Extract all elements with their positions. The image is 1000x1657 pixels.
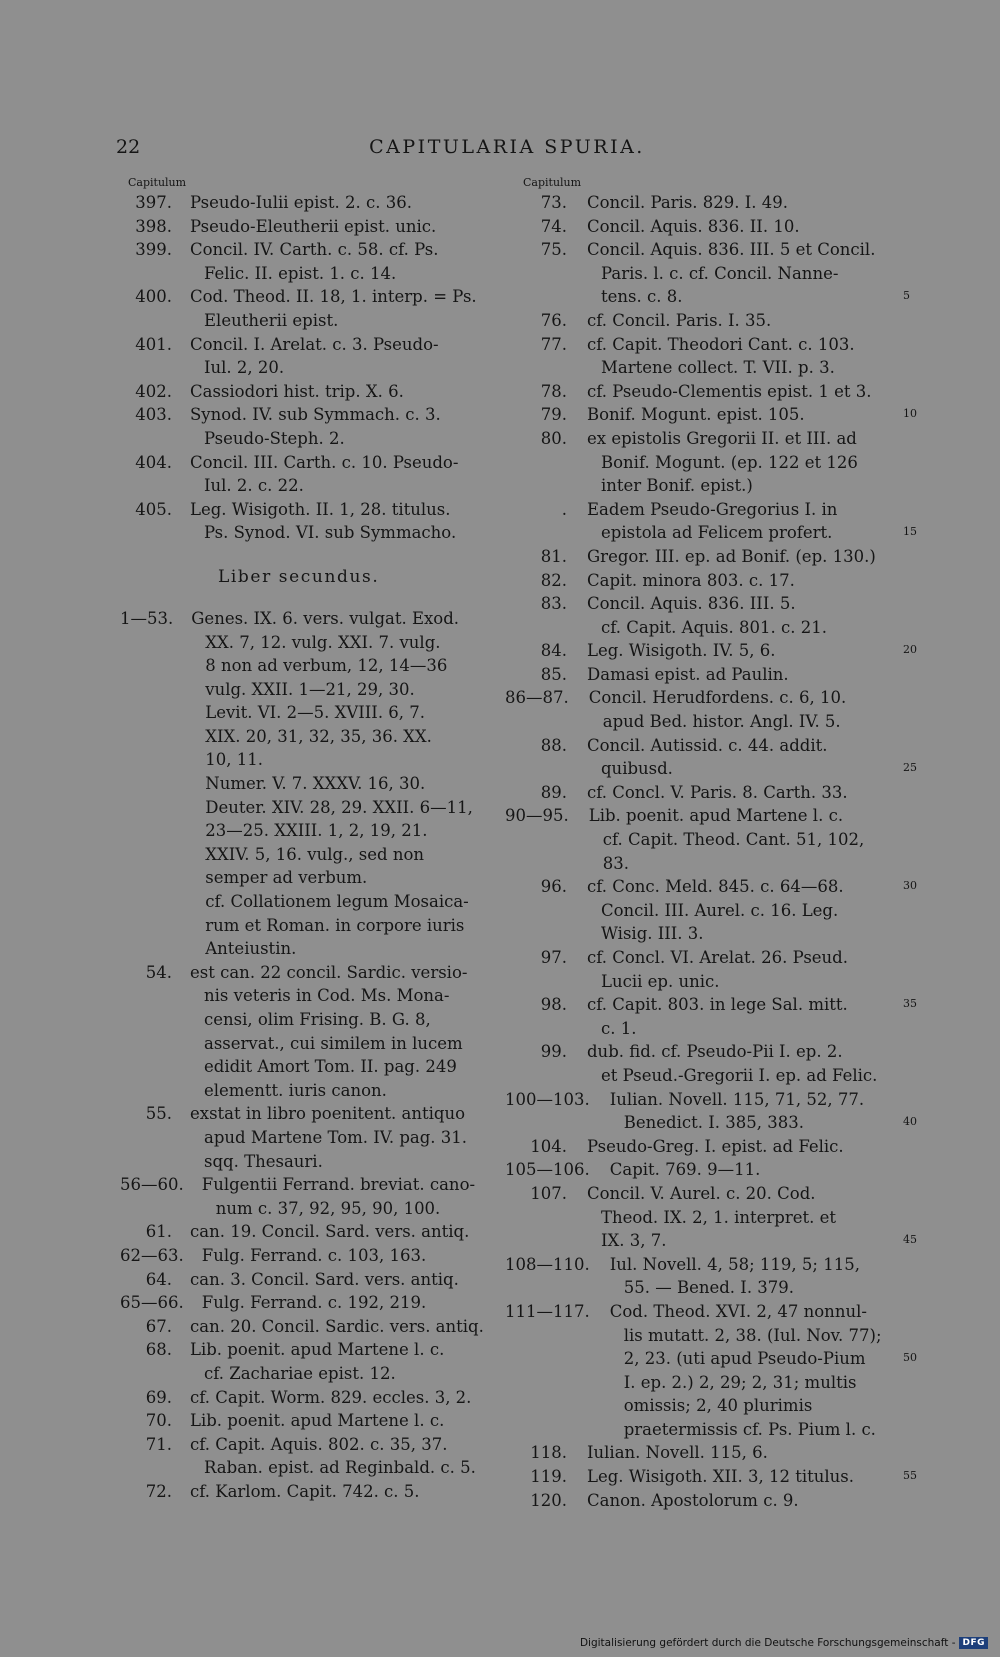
entry-text — [587, 569, 895, 593]
entry — [505, 639, 895, 663]
entry-text — [190, 498, 500, 545]
entry-line: Pseudo-Steph. 2. — [204, 428, 345, 448]
entry-number: 97. — [540, 948, 567, 967]
entry-text — [190, 403, 500, 450]
entry-line: Concil. Paris. 829. I. 49. — [587, 193, 789, 212]
entry-line: exstat in libro poenitent. antiquo — [190, 1104, 466, 1124]
entry — [505, 1088, 895, 1135]
entry-text — [589, 804, 895, 875]
entry-line: nis veteris in Cod. Ms. Mona- — [204, 986, 450, 1006]
entry-line: can. 3. Concil. Sard. vers. antiq. — [190, 1269, 459, 1289]
entry-line: cf. Zachariae epist. 12. — [204, 1363, 396, 1383]
entry-number: 111—117. — [505, 1301, 590, 1321]
entry-text — [190, 285, 500, 332]
entry-line: can. 19. Concil. Sard. vers. antiq. — [190, 1222, 470, 1242]
entry — [505, 1300, 895, 1442]
entry — [120, 1433, 500, 1480]
entry-number: 61. — [145, 1222, 172, 1242]
entry-line: cf. Capit. Aquis. 801. c. 21. — [601, 617, 827, 637]
footer-text: Digitalisierung gefördert durch die Deutsche Forschungsgemeinschaft - — [579, 1637, 956, 1649]
entry-line: cf. Collationem legum Mosaica- — [205, 892, 469, 912]
entry — [505, 592, 895, 639]
entry — [120, 1268, 500, 1292]
entry-text — [191, 607, 500, 961]
entry-line: apud Martene Tom. IV. pag. 31. — [204, 1127, 468, 1147]
line-number: 5 — [903, 289, 910, 303]
entry-line: Fulg. Ferrand. c. 192, 219. — [201, 1293, 427, 1313]
entry — [120, 451, 500, 498]
entry-line: cf. Capit. 803. in lege Sal. mitt. — [587, 995, 848, 1015]
entry-text — [610, 1253, 895, 1300]
entry-line: Concil. III. Carth. c. 10. Pseudo- — [190, 452, 459, 472]
entry-line: Concil. Aquis. 836. III. 5. — [587, 594, 796, 614]
line-number: 45 — [903, 1233, 917, 1247]
entry-line: 83. — [602, 853, 629, 873]
entry — [505, 380, 895, 404]
entry-text — [190, 1409, 500, 1433]
entry-line: Concil. III. Aurel. c. 16. Leg. — [601, 900, 839, 920]
entry-text — [190, 191, 500, 215]
entry — [120, 1291, 500, 1315]
entry-number: 62—63. — [120, 1245, 184, 1265]
entry-number: 85. — [540, 664, 567, 684]
entry — [505, 1135, 895, 1159]
entry-number: 73. — [540, 193, 567, 212]
entry — [120, 1220, 500, 1244]
entry — [505, 946, 895, 993]
entry-number: 74. — [540, 216, 567, 236]
entry-line: Concil. Autissid. c. 44. addit. — [587, 735, 828, 755]
entry — [505, 545, 895, 569]
entry-text — [587, 498, 895, 545]
entry-text — [190, 1480, 500, 1504]
column-heading: Capitulum — [523, 176, 582, 189]
entry-number: 120. — [530, 1490, 567, 1510]
entry-line: Pseudo-Eleutherii epist. unic. — [190, 216, 437, 236]
entry-line: cf. Capit. Theodori Cant. c. 103. — [587, 334, 855, 354]
line-number: 40 — [903, 1115, 917, 1129]
page-number: 22 — [116, 136, 141, 158]
entry — [120, 607, 500, 961]
entry-line: Cassiodori hist. trip. X. 6. — [190, 381, 404, 401]
entry-line: Martene collect. T. VII. p. 3. — [601, 358, 835, 378]
entry-line: apud Bed. histor. Angl. IV. 5. — [602, 712, 841, 732]
entry-text — [587, 1135, 895, 1159]
entry-line: 8 non ad verbum, 12, 14—36 — [205, 656, 448, 676]
entry-line: Raban. epist. ad Reginbald. c. 5. — [204, 1458, 476, 1478]
entry — [120, 403, 500, 450]
entry-text — [587, 215, 895, 239]
entry-line: Theod. IX. 2, 1. interpret. et — [601, 1207, 837, 1227]
entry-line: cf. Karlom. Capit. 742. c. 5. — [190, 1481, 420, 1501]
entry-text — [190, 215, 500, 239]
entry — [120, 333, 500, 380]
entry — [505, 875, 895, 946]
entry-line: Cod. Theod. II. 18, 1. interp. = Ps. — [190, 287, 477, 307]
entry-line: Fulg. Ferrand. c. 103, 163. — [201, 1245, 427, 1265]
entry-line: cf. Capit. Worm. 829. eccles. 3, 2. — [190, 1387, 472, 1407]
entry-line: Fulgentii Ferrand. breviat. cano- — [201, 1175, 476, 1195]
entry-number: 77. — [540, 334, 567, 354]
entry — [120, 1338, 500, 1385]
entry — [505, 1182, 895, 1253]
entry — [120, 380, 500, 404]
entry-number: 98. — [540, 995, 567, 1015]
entry-line: Damasi epist. ad Paulin. — [587, 664, 789, 684]
entry-line: epistola ad Felicem profert. — [601, 523, 833, 543]
entry-number: 54. — [145, 962, 172, 982]
entry-line: Concil. Herudfordens. c. 6, 10. — [588, 688, 847, 708]
entry-line: cf. Conc. Meld. 845. c. 64—68. — [587, 877, 844, 897]
entry-line: XIX. 20, 31, 32, 35, 36. XX. — [205, 726, 432, 746]
line-number: 15 — [903, 525, 917, 539]
entry-line: Eleutherii epist. — [204, 310, 339, 330]
entry-line: Cod. Theod. XVI. 2, 47 nonnul- — [609, 1301, 867, 1321]
entry-line: vulg. XXII. 1—21, 29, 30. — [205, 679, 415, 699]
entry — [505, 215, 895, 239]
entry — [120, 1244, 500, 1268]
entry-line: 55. — Bened. I. 379. — [623, 1278, 795, 1298]
entry-text — [589, 686, 895, 733]
entry-line: 10, 11. — [205, 750, 263, 770]
entry-text — [587, 993, 895, 1040]
entry-line: lis mutatt. 2, 38. (Iul. Nov. 77); — [623, 1325, 882, 1345]
line-number: 25 — [903, 761, 917, 775]
entry-line: cf. Capit. Aquis. 802. c. 35, 37. — [190, 1434, 448, 1454]
entry — [505, 781, 895, 805]
entry — [505, 333, 895, 380]
entry-number: 81. — [540, 546, 567, 566]
line-number: 50 — [903, 1351, 917, 1365]
entry-line: Concil. Aquis. 836. II. 10. — [587, 216, 800, 236]
entry — [505, 569, 895, 593]
entry-number: 99. — [540, 1042, 567, 1062]
entry-line: Iulian. Novell. 115, 71, 52, 77. — [609, 1089, 865, 1109]
entry — [120, 285, 500, 332]
entry-line: quibusd. — [601, 759, 673, 779]
entry-line: omissis; 2, 40 plurimis — [623, 1396, 813, 1416]
entry-line: Bonif. Mogunt. epist. 105. — [587, 405, 805, 425]
entry-line: Iul. 2, 20. — [204, 358, 285, 378]
entry-line: Deuter. XIV. 28, 29. XXII. 6—11, — [205, 797, 473, 817]
entry — [505, 1441, 895, 1465]
entry-text — [587, 191, 895, 215]
entry-number: 105—106. — [505, 1160, 590, 1180]
entry — [505, 663, 895, 687]
entry-number: 119. — [530, 1467, 567, 1487]
entry-text — [587, 1040, 895, 1087]
left-column — [120, 176, 500, 1503]
entry-number: 96. — [540, 877, 567, 897]
entry — [505, 734, 895, 781]
entry — [120, 1315, 500, 1339]
entry-line: I. ep. 2.) 2, 29; 2, 31; multis — [623, 1372, 857, 1392]
entry-line: dub. fid. cf. Pseudo-Pii I. ep. 2. — [587, 1042, 843, 1062]
entry-number: 71. — [145, 1434, 172, 1454]
entry-text — [587, 639, 895, 663]
entry-line: Concil. I. Arelat. c. 3. Pseudo- — [190, 334, 439, 354]
entry-text — [587, 238, 895, 309]
entry-line: Leg. Wisigoth. II. 1, 28. titulus. — [190, 499, 451, 519]
entry-line: Leg. Wisigoth. IV. 5, 6. — [587, 641, 776, 661]
entry-number: 402. — [135, 381, 172, 401]
entry — [120, 191, 500, 215]
entry-line: rum et Roman. in corpore iuris — [205, 915, 465, 935]
entry-number: 67. — [145, 1316, 172, 1336]
entry — [120, 238, 500, 285]
entry-line: Felic. II. epist. 1. c. 14. — [204, 263, 397, 283]
entry-text — [587, 734, 895, 781]
entry-line: Lib. poenit. apud Martene l. c. — [190, 1340, 445, 1360]
entry-line: Lib. poenit. apud Martene l. c. — [588, 806, 844, 826]
entry-line: XX. 7, 12. vulg. XXI. 7. vulg. — [205, 632, 441, 652]
entry-line: 23—25. XXIII. 1, 2, 19, 21. — [205, 821, 428, 841]
entry-number: 55. — [145, 1104, 172, 1124]
entry-text — [587, 427, 895, 498]
entry-number: 86—87. — [505, 688, 569, 708]
entry-number: 68. — [145, 1340, 172, 1360]
entry-text — [190, 451, 500, 498]
entry-text — [587, 592, 895, 639]
entry-number: 72. — [145, 1481, 172, 1501]
line-number: 10 — [903, 407, 917, 421]
entry-line: praetermissis cf. Ps. Pium l. c. — [623, 1419, 876, 1439]
entry-number: 100—103. — [505, 1089, 590, 1109]
entry-line: XXIV. 5, 16. vulg., sed non — [205, 844, 425, 864]
entry-line: Pseudo-Iulii epist. 2. c. 36. — [190, 193, 412, 212]
entry-text — [587, 403, 895, 427]
entry — [120, 1102, 500, 1173]
entry-text — [610, 1088, 895, 1135]
entry-number: 69. — [145, 1387, 172, 1407]
entry-number: 107. — [530, 1183, 567, 1203]
entry-text — [587, 663, 895, 687]
footer — [580, 1637, 988, 1649]
entry — [505, 427, 895, 498]
entry-number: 397. — [135, 193, 172, 212]
entry-number: 104. — [530, 1136, 567, 1156]
entry-number: 399. — [135, 240, 172, 260]
entry-text — [587, 1489, 895, 1513]
entry-line: cf. Concil. Paris. I. 35. — [587, 310, 772, 330]
entry-number: 401. — [135, 334, 172, 354]
entry-text — [202, 1173, 500, 1220]
entry-number: 70. — [145, 1411, 172, 1431]
entry-text — [190, 961, 500, 1103]
running-title: CAPITULARIA SPURIA. — [369, 136, 645, 158]
entry-text — [202, 1291, 500, 1315]
entry-line: IX. 3, 7. — [601, 1231, 667, 1251]
entry-line: inter Bonif. epist.) — [601, 476, 753, 496]
entry-number: 404. — [135, 452, 172, 472]
entry-number: . — [561, 499, 567, 519]
entry-number: 80. — [540, 428, 567, 448]
entry-number: 76. — [540, 310, 567, 330]
entry — [505, 1040, 895, 1087]
line-number: 35 — [903, 997, 917, 1011]
entry-line: Capit. minora 803. c. 17. — [587, 570, 795, 590]
entry-number: 64. — [145, 1269, 172, 1289]
entry-number: 403. — [135, 405, 172, 425]
entry-text — [587, 1465, 895, 1489]
entry-line: cf. Capit. Theod. Cant. 51, 102, — [602, 830, 865, 850]
entry-number: 84. — [540, 641, 567, 661]
line-number: 30 — [903, 879, 917, 893]
entry-line: cf. Pseudo-Clementis epist. 1 et 3. — [587, 381, 872, 401]
entry-number: 75. — [540, 240, 567, 260]
entry-line: c. 1. — [601, 1018, 637, 1038]
entry-line: est can. 22 concil. Sardic. versio- — [190, 962, 468, 982]
entry — [505, 238, 895, 309]
entry-line: Paris. l. c. cf. Concil. Nanne- — [601, 263, 839, 283]
entry — [505, 309, 895, 333]
entry-number: 398. — [135, 216, 172, 236]
entry-number: 78. — [540, 381, 567, 401]
entry-text — [202, 1244, 500, 1268]
entry-line: asservat., cui similem in lucem — [204, 1033, 463, 1053]
entry-text — [610, 1158, 895, 1182]
entry — [505, 191, 895, 215]
entry-line: Leg. Wisigoth. XII. 3, 12 titulus. — [587, 1467, 854, 1487]
entry — [505, 1158, 895, 1182]
entry-line: Pseudo-Greg. I. epist. ad Felic. — [587, 1136, 844, 1156]
entry-line: Gregor. III. ep. ad Bonif. (ep. 130.) — [587, 546, 876, 566]
entry-number: 83. — [540, 594, 567, 614]
entry-line: sqq. Thesauri. — [204, 1151, 323, 1171]
entry-text — [587, 875, 895, 946]
entry-line: Ps. Synod. VI. sub Symmacho. — [204, 523, 457, 543]
entry — [120, 1480, 500, 1504]
entry-line: cf. Concl. V. Paris. 8. Carth. 33. — [587, 782, 848, 802]
entry-text — [190, 1386, 500, 1410]
entry-line: semper ad verbum. — [205, 868, 368, 888]
entry-line: tens. c. 8. — [601, 287, 683, 307]
entry — [505, 403, 895, 427]
left-entries — [120, 191, 500, 545]
entry — [120, 215, 500, 239]
entry-text — [190, 1268, 500, 1292]
entry-number: 118. — [530, 1443, 567, 1463]
entry — [120, 961, 500, 1103]
entry-number: 82. — [540, 570, 567, 590]
entry-text — [190, 380, 500, 404]
entry — [505, 498, 895, 545]
entry-line: Concil. IV. Carth. c. 58. cf. Ps. — [190, 240, 439, 260]
entry-line: Genes. IX. 6. vers. vulgat. Exod. — [191, 608, 460, 628]
entry-line: Wisig. III. 3. — [601, 924, 704, 944]
entry-text — [587, 781, 895, 805]
entry-number: 405. — [135, 499, 172, 519]
entry-number: 89. — [540, 782, 567, 802]
entry-number: 400. — [135, 287, 172, 307]
entry-line: et Pseud.-Gregorii I. ep. ad Felic. — [601, 1065, 878, 1085]
entry-line: Benedict. I. 385, 383. — [623, 1113, 804, 1133]
entry — [120, 1409, 500, 1433]
entry-text — [190, 1102, 500, 1173]
entry — [505, 993, 895, 1040]
entry — [505, 1465, 895, 1489]
entry-line: cf. Concl. VI. Arelat. 26. Pseud. — [587, 948, 848, 967]
entry-line: num c. 37, 92, 95, 90, 100. — [215, 1198, 441, 1218]
entry-line: can. 20. Concil. Sardic. vers. antiq. — [190, 1316, 484, 1336]
entry-text — [587, 545, 895, 569]
entry-line: Capit. 769. 9—11. — [609, 1160, 761, 1180]
line-number: 20 — [903, 643, 917, 657]
entry-line: Numer. V. 7. XXXV. 16, 30. — [205, 774, 426, 794]
entry-line: Eadem Pseudo-Gregorius I. in — [587, 499, 838, 519]
entry-number: 56—60. — [120, 1175, 184, 1195]
right-entries — [505, 191, 895, 1512]
entry-text — [190, 1220, 500, 1244]
entry — [120, 1386, 500, 1410]
entry-text — [190, 1338, 500, 1385]
entry-text — [587, 309, 895, 333]
entry-line: Iulian. Novell. 115, 6. — [587, 1443, 768, 1463]
column-heading: Capitulum — [128, 176, 187, 189]
entry-number: 88. — [540, 735, 567, 755]
entry-line: Concil. V. Aurel. c. 20. Cod. — [587, 1183, 816, 1203]
entry-number: 90—95. — [505, 806, 569, 826]
entry-line: Levit. VI. 2—5. XVIII. 6, 7. — [205, 703, 426, 723]
entry — [505, 1489, 895, 1513]
entry-line: Iul. 2. c. 22. — [204, 476, 304, 496]
entry-text — [587, 1182, 895, 1253]
entry-text — [190, 333, 500, 380]
entry-number: 1—53. — [120, 608, 174, 628]
entry-line: Synod. IV. sub Symmach. c. 3. — [190, 405, 441, 425]
entry-number: 65—66. — [120, 1293, 184, 1313]
entry-line: censi, olim Frising. B. G. 8, — [204, 1010, 431, 1029]
entry — [120, 1173, 500, 1220]
entry-text — [587, 333, 895, 380]
entry-line: Bonif. Mogunt. (ep. 122 et 126 — [601, 452, 858, 472]
entry-text — [610, 1300, 895, 1442]
section-title: Liber secundus. — [218, 566, 380, 587]
entry — [505, 1253, 895, 1300]
entry-line: ex epistolis Gregorii II. et III. ad — [587, 428, 857, 448]
entry-text — [587, 1441, 895, 1465]
entry-text — [190, 238, 500, 285]
dfg-logo: DFG — [959, 1637, 988, 1649]
entry-line: Canon. Apostolorum c. 9. — [587, 1490, 799, 1510]
entry-text — [587, 946, 895, 993]
left-entries-liber-secundus — [120, 607, 500, 1504]
entry-line: 2, 23. (uti apud Pseudo-Pium — [623, 1349, 866, 1369]
entry-line: Lucii ep. unic. — [601, 971, 720, 991]
entry-line: edidit Amort Tom. II. pag. 249 — [204, 1057, 457, 1077]
entry — [505, 804, 895, 875]
entry-line: elementt. iuris canon. — [204, 1080, 387, 1100]
entry — [505, 686, 895, 733]
line-number: 55 — [903, 1469, 917, 1483]
entry-text — [190, 1315, 500, 1339]
entry-line: Concil. Aquis. 836. III. 5 et Concil. — [587, 240, 876, 260]
right-column — [505, 176, 895, 1512]
entry — [120, 498, 500, 545]
entry-number: 108—110. — [505, 1254, 590, 1274]
entry-line: Lib. poenit. apud Martene l. c. — [190, 1411, 445, 1431]
entry-line: Anteiustin. — [205, 939, 297, 959]
entry-line: Iul. Novell. 4, 58; 119, 5; 115, — [609, 1254, 860, 1274]
entry-text — [190, 1433, 500, 1480]
entry-text — [587, 380, 895, 404]
entry-number: 79. — [540, 405, 567, 425]
